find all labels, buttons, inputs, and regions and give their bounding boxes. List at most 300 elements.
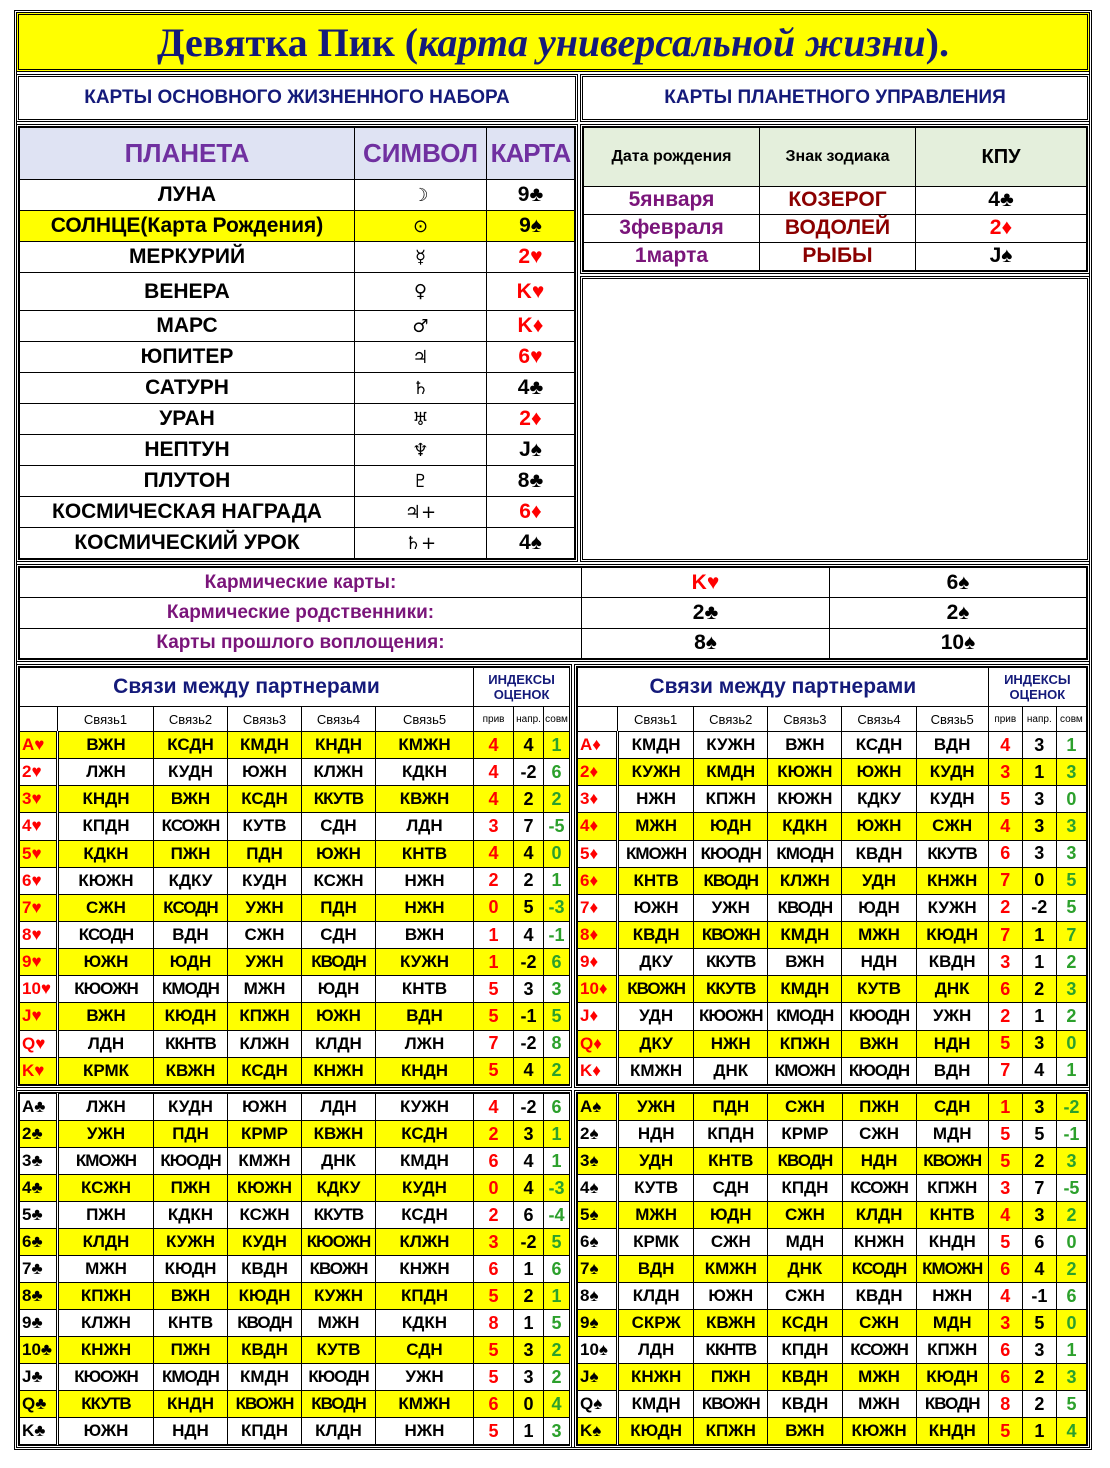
link-value: СДН [302,813,376,840]
link-value: КСЖН [302,867,376,894]
link-value: КДКН [154,1202,228,1229]
index-attraction: 3 [988,1175,1022,1202]
index-attraction: 4 [988,1202,1022,1229]
birth-date-header: Дата рождения [584,128,760,187]
index-attraction: 3 [988,1310,1022,1337]
planet-symbol-icon: ♅ [355,404,487,435]
index-compatibility: -2 [1056,1094,1086,1121]
index-attraction: 5 [988,1121,1022,1148]
partner-row [20,1121,570,1148]
link-value: КНДН [154,1391,228,1418]
title-main: Девятка Пик ( [157,19,419,65]
link-value: КЮЖН [228,1175,302,1202]
index-attraction: 1 [988,1094,1022,1121]
link-value: МЖН [228,976,302,1003]
index-attraction: 8 [474,1310,514,1337]
partner-row [20,840,570,867]
link-value: КМЖН [376,1391,474,1418]
partner-row [578,1121,1087,1148]
partner-row [20,786,570,813]
index-title: ИНДЕКСЫ ОЦЕНОК [988,668,1086,707]
link-value: КМДН [228,1364,302,1391]
index-attraction: 5 [474,1418,514,1445]
index-column-header: совм [544,707,570,732]
planet-card: 9♠ [487,211,575,242]
link-value: КМОДН [154,976,228,1003]
planet-row [20,404,575,435]
index-compatibility: 2 [1056,1256,1086,1283]
link-value: КВОДН [228,1310,302,1337]
index-attraction: 5 [474,1337,514,1364]
planet-symbol-icon: ♆ [355,435,487,466]
index-tension: 2 [1022,1364,1056,1391]
partner-row [20,1256,570,1283]
link-value: КЮОДН [154,1148,228,1175]
partner-card: 6♦ [578,867,618,894]
index-compatibility: 4 [544,1391,570,1418]
index-compatibility: 0 [1056,1030,1086,1057]
link-value: НЖН [376,1418,474,1445]
planet-card: 4♠ [487,528,575,559]
link-value: КНЖН [842,1229,916,1256]
partner-row [578,894,1087,921]
link-value: КЮДН [618,1418,694,1445]
index-compatibility: 0 [1056,1310,1086,1337]
index-attraction: 4 [474,759,514,786]
link-value: КЮДН [916,921,988,948]
index-compatibility: 2 [1056,1202,1086,1229]
index-attraction: 2 [988,894,1022,921]
section-header-main-set: КАРТЫ ОСНОВНОГО ЖИЗНЕННОГО НАБОРА [16,74,578,122]
link-value: КЛЖН [768,867,842,894]
index-tension: 3 [1022,840,1056,867]
index-tension: 3 [514,1121,544,1148]
index-attraction: 2 [474,1121,514,1148]
link-value: ККУТВ [302,786,376,813]
partner-card: 9♣ [20,1310,58,1337]
link-value: ЛДН [618,1337,694,1364]
link-value: ЮДН [842,894,916,921]
index-compatibility: 1 [1056,1337,1086,1364]
link-value: КВДН [618,921,694,948]
index-attraction: 1 [474,921,514,948]
link-value: СЖН [768,1094,842,1121]
index-compatibility: 3 [1056,813,1086,840]
link-value: ЛЖН [58,759,154,786]
index-tension: 1 [1022,949,1056,976]
link-value: КУТВ [842,976,916,1003]
link-value: ВДН [916,1057,988,1084]
planet-card: 2♥ [487,242,575,273]
partner-row [578,1094,1087,1121]
planet-row [20,435,575,466]
planet-row [20,311,575,342]
link-value: КУДН [228,1229,302,1256]
link-value: ЮДН [694,813,768,840]
partner-card: 5♦ [578,840,618,867]
index-attraction: 5 [474,976,514,1003]
link-value: СДН [376,1337,474,1364]
link-value: КЮДН [154,1003,228,1030]
planet-name: ВЕНЕРА [20,273,355,311]
index-tension: 1 [1022,921,1056,948]
index-attraction: 4 [474,840,514,867]
link-value: КМДН [228,732,302,759]
partner-card: 7♠ [578,1256,618,1283]
link-value: КЮЖН [842,1418,916,1445]
link-value: ПЖН [154,840,228,867]
link-value: КУЖН [916,894,988,921]
link-value: СКРЖ [618,1310,694,1337]
partner-row [20,1057,570,1084]
index-compatibility: 2 [1056,1003,1086,1030]
link-value: ЮДН [302,976,376,1003]
planet-row [20,273,575,311]
planet-name: КОСМИЧЕСКАЯ НАГРАДА [20,497,355,528]
link-value: КМОЖН [916,1256,988,1283]
link-value: ПДН [302,894,376,921]
partner-row [578,1175,1087,1202]
link-value: КУДН [154,1094,228,1121]
link-value: КДКУ [154,867,228,894]
partner-row [578,867,1087,894]
index-attraction: 5 [988,786,1022,813]
link-value: КУТВ [228,813,302,840]
link-value: КПДН [228,1418,302,1445]
link-value: ВЖН [376,921,474,948]
partner-card: Q♥ [20,1030,58,1057]
link-value: НЖН [618,786,694,813]
link-value: УДН [618,1148,694,1175]
link-value: ВЖН [58,732,154,759]
link-value: КПДН [768,1337,842,1364]
partner-card: 2♦ [578,759,618,786]
index-attraction: 4 [988,1283,1022,1310]
link-value: СЖН [842,1310,916,1337]
link-value: КПЖН [768,1030,842,1057]
index-compatibility: 6 [1056,1283,1086,1310]
link-value: КПДН [768,1175,842,1202]
partner-row [20,1229,570,1256]
index-attraction: 6 [474,1256,514,1283]
link-value: КМЖН [694,1256,768,1283]
index-attraction: 3 [474,1229,514,1256]
link-value: ВДН [618,1256,694,1283]
link-value: КЛЖН [228,1030,302,1057]
link-value: КЮЖН [768,786,842,813]
link-value: КСОЖН [154,813,228,840]
index-compatibility: -4 [544,1202,570,1229]
index-compatibility: 6 [544,1094,570,1121]
link-value: КМОДН [768,840,842,867]
index-compatibility: 5 [544,1229,570,1256]
planet-name: МЕРКУРИЙ [20,242,355,273]
planet-row [20,466,575,497]
link-value: КУДН [154,759,228,786]
index-compatibility: 3 [1056,759,1086,786]
index-compatibility: 2 [544,1337,570,1364]
index-attraction: 7 [988,867,1022,894]
link-value: ККНТВ [154,1030,228,1057]
index-attraction: 4 [474,786,514,813]
partner-row [578,921,1087,948]
link-value: КДКУ [302,1175,376,1202]
index-compatibility: 1 [544,1121,570,1148]
link-value: КМЖН [228,1148,302,1175]
link-value: КНТВ [916,1202,988,1229]
link-value: МЖН [618,813,694,840]
karmic-card-2: 6♠ [830,568,1087,598]
link-value: КЛДН [302,1418,376,1445]
link-value: КМДН [618,1391,694,1418]
section-header-planetary: КАРТЫ ПЛАНЕТНОГО УПРАВЛЕНИЯ [580,74,1090,122]
partners-title-row [20,668,570,707]
planet-symbol-icon: ♄ [355,373,487,404]
kpu-card: 2♦ [916,214,1087,242]
partner-card: A♠ [578,1094,618,1121]
index-compatibility: -1 [544,921,570,948]
link-value: ККУТВ [58,1391,154,1418]
link-value: ЮЖН [228,1094,302,1121]
link-value: НДН [154,1418,228,1445]
partner-card: Q♦ [578,1030,618,1057]
index-tension: 2 [514,1283,544,1310]
link-value: НДН [842,949,916,976]
planet-card: 9♣ [487,180,575,211]
partners-hearts-table [16,664,572,1088]
kpu-table [580,124,1090,274]
planet-name: ЛУНА [20,180,355,211]
partner-card: 4♦ [578,813,618,840]
index-compatibility: 3 [544,976,570,1003]
partner-row [578,1202,1087,1229]
link-value: КМДН [376,1148,474,1175]
partner-row [20,949,570,976]
index-compatibility: -5 [1056,1175,1086,1202]
index-tension: 3 [1022,732,1056,759]
link-value: КВОЖН [618,976,694,1003]
link-value: КМОЖН [58,1148,154,1175]
index-compatibility: -5 [544,813,570,840]
partner-card: 2♠ [578,1121,618,1148]
index-tension: -2 [514,759,544,786]
link-value: СЖН [768,1202,842,1229]
link-value: КВЖН [694,1310,768,1337]
link-value: КРМК [58,1057,154,1084]
card-column-header [578,707,618,732]
link-value: КМЖН [376,732,474,759]
index-compatibility: 4 [1056,1418,1086,1445]
partner-card: 10♠ [578,1337,618,1364]
partner-card: 3♥ [20,786,58,813]
link-value: ВЖН [154,786,228,813]
planet-name: МАРС [20,311,355,342]
partner-row [20,867,570,894]
link-value: НЖН [376,867,474,894]
partner-row [20,1337,570,1364]
index-compatibility: 0 [544,840,570,867]
index-tension: 0 [1022,867,1056,894]
index-column-header: прив [474,707,514,732]
link-value: КЛДН [302,1030,376,1057]
partner-row [578,1003,1087,1030]
partner-row [578,1283,1087,1310]
index-attraction: 4 [474,1094,514,1121]
index-tension: 3 [1022,1337,1056,1364]
partner-card: 7♥ [20,894,58,921]
link-value: МЖН [842,1391,916,1418]
birth-date: 1марта [584,242,760,270]
index-tension: -1 [1022,1283,1056,1310]
karmic-card-1: K♥ [582,568,830,598]
planet-name: СОЛНЦЕ(Карта Рождения) [20,211,355,242]
link-value: ДНК [694,1057,768,1084]
partner-card: A♦ [578,732,618,759]
planet-row [20,180,575,211]
link-value: КСОЖН [842,1337,916,1364]
planet-card: 8♣ [487,466,575,497]
link-value: КСДН [376,1202,474,1229]
link-value: УЖН [694,894,768,921]
link-value: КНЖН [376,1256,474,1283]
karmic-label: Кармические родственники: [20,598,582,628]
partner-card: 3♠ [578,1148,618,1175]
index-attraction: 6 [988,1256,1022,1283]
partner-card: 8♦ [578,921,618,948]
karmic-row [20,598,1087,628]
partner-card: K♣ [20,1418,58,1445]
partner-row [20,1391,570,1418]
link-value: ЮЖН [302,840,376,867]
link-value: ВДН [916,732,988,759]
partner-card: 9♦ [578,949,618,976]
link-value: ПЖН [154,1175,228,1202]
partner-row [578,813,1087,840]
link-value: КЮОЖН [58,976,154,1003]
link-value: КСОДН [842,1256,916,1283]
link-value: ВЖН [768,949,842,976]
link-value: ККНТВ [694,1337,768,1364]
index-attraction: 7 [474,1030,514,1057]
index-compatibility: 3 [1056,1148,1086,1175]
partner-row [578,786,1087,813]
index-attraction: 1 [474,949,514,976]
link-value: КМДН [768,976,842,1003]
link-value: КУТВ [302,1337,376,1364]
partner-card: 6♥ [20,867,58,894]
link-value: КНТВ [376,840,474,867]
kpu-header-row [584,128,1087,187]
link-value: КПЖН [916,1175,988,1202]
partners-title: Связи между партнерами [20,668,474,707]
link-value: КНЖН [58,1337,154,1364]
link-value: КСДН [228,1057,302,1084]
link-value: КВОДН [302,949,376,976]
link-value: ККУТВ [302,1202,376,1229]
link-value: КМЖН [618,1057,694,1084]
index-compatibility: 3 [544,1418,570,1445]
partner-card: 2♣ [20,1121,58,1148]
index-tension: 5 [1022,1121,1056,1148]
planet-header: ПЛАНЕТА [20,128,355,180]
planet-card: K♦ [487,311,575,342]
link-value: ЮЖН [58,1418,154,1445]
link-value: ЛДН [376,813,474,840]
partner-row [578,1229,1087,1256]
karmic-card-2: 2♠ [830,598,1087,628]
karmic-label: Кармические карты: [20,568,582,598]
link-value: КСОДН [154,894,228,921]
link-value: ЛДН [58,1030,154,1057]
link-value: КВДН [842,840,916,867]
karmic-label: Карты прошлого воплощения: [20,628,582,658]
link-value: КЮЖН [58,867,154,894]
card-header: КАРТА [487,128,575,180]
link-value: ККУТВ [694,976,768,1003]
partner-row [578,976,1087,1003]
index-attraction: 3 [474,813,514,840]
index-attraction: 0 [474,1175,514,1202]
partner-card: J♦ [578,1003,618,1030]
partner-card: 5♠ [578,1202,618,1229]
index-compatibility: 1 [544,1148,570,1175]
planet-symbol-icon: ♃ [355,342,487,373]
link-value: КНДН [916,1418,988,1445]
index-tension: 4 [514,1057,544,1084]
index-tension: 1 [1022,1003,1056,1030]
link-value: КВЖН [302,1121,376,1148]
link-value: КУДН [228,867,302,894]
index-compatibility: 6 [544,949,570,976]
link-value: НЖН [694,1030,768,1057]
link-value: МЖН [842,921,916,948]
link-value: ДНК [916,976,988,1003]
partner-row [578,732,1087,759]
karmic-table [16,564,1090,662]
index-compatibility: 6 [544,759,570,786]
link-value: КВОДН [768,894,842,921]
link-value: КСДН [376,1121,474,1148]
partner-card: J♣ [20,1364,58,1391]
link-value: КВОЖН [302,1256,376,1283]
partner-row [578,1364,1087,1391]
planet-row [20,242,575,273]
index-compatibility: 2 [1056,949,1086,976]
partner-card: 2♥ [20,759,58,786]
partner-card: 8♥ [20,921,58,948]
planet-symbol-icon: ♂ [355,311,487,342]
link-value: КВОЖН [694,1391,768,1418]
link-value: ЮЖН [842,813,916,840]
partner-row [20,1030,570,1057]
index-attraction: 6 [988,1364,1022,1391]
index-compatibility: 0 [1056,786,1086,813]
partner-card: 4♥ [20,813,58,840]
link-column-header: Связь2 [694,707,768,732]
partner-card: 10♥ [20,976,58,1003]
link-value: ЮЖН [58,949,154,976]
index-tension: 3 [514,976,544,1003]
link-value: КВДН [228,1337,302,1364]
link-value: КСОЖН [842,1175,916,1202]
birth-date: 3февраля [584,214,760,242]
link-value: КПЖН [694,786,768,813]
link-value: КНТВ [154,1310,228,1337]
zodiac-sign: ВОДОЛЕЙ [760,214,916,242]
link-value: ВДН [154,921,228,948]
partner-card: 3♦ [578,786,618,813]
link-value: КСДН [768,1310,842,1337]
